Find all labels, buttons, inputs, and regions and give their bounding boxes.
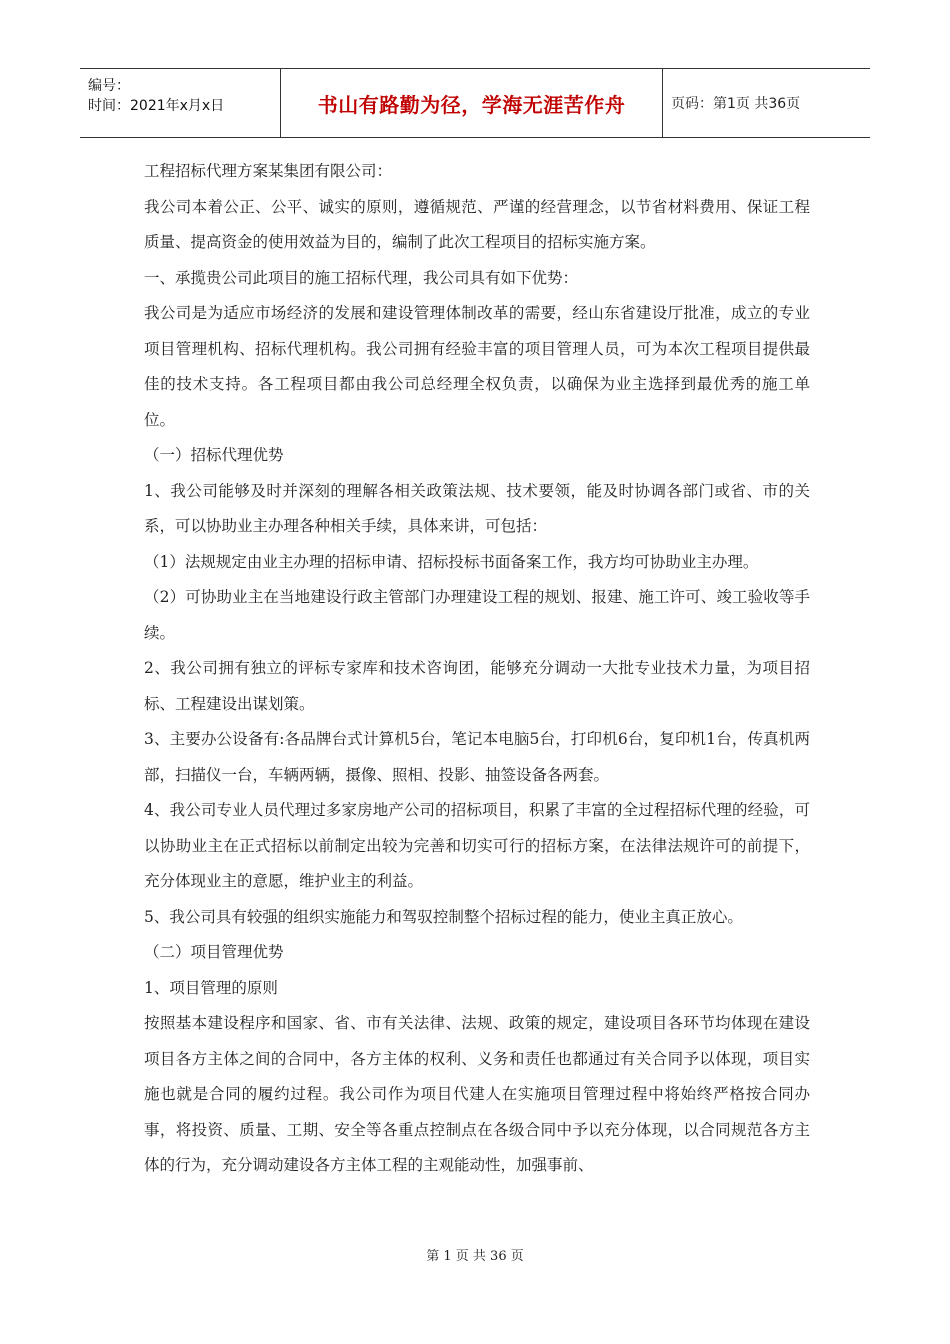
subsection-heading: （一）招标代理优势 (144, 446, 284, 464)
body-paragraph: 我公司本着公正、公平、诚实的原则，遵循规范、严谨的经营理念，以节省材料费用、保证工程质量、提高资金的使用效益为目的，编制了此次工程项目的招标实施方案。 (144, 197, 810, 251)
list-item: 1、项目管理的原则 (144, 978, 278, 997)
list-item: 3、主要办公设备有:各品牌台式计算机5台，笔记本电脑5台，打印机6台，复印机1台，传真机两部，扫描仪一台，车辆两辆，摄像、照相、投影、抽签设备各两套。 (144, 730, 810, 784)
subsection-heading: （二）项目管理优势 (144, 943, 284, 961)
body-paragraph: 按照基本建设程序和国家、省、市有关法律、法规、政策的规定，建设项目各环节均体现在建设项目各方主体之间的合同中，各方主体的权利、义务和责任也都通过有关合同予以体现，项目实施也就是合同的履约过程。我公司作为项目代建人在实施项目管理过程中将始终严格按合同办事，将投资、质量、工期、安全等各重点控制点在各级合同中予以充分体现，以合同规范各方主体的行为，充分调动建设各方主体工程的主观能动性，加强事前、 (144, 1014, 810, 1174)
header-meta (80, 69, 281, 137)
list-item: 4、我公司专业人员代理过多家房地产公司的招标项目，积累了丰富的全过程招标代理的经验，可以协助业主在正式招标以前制定出较为完善和切实可行的招标方案，在法律法规许可的前提下，充分体现业主的意愿，维护业主的利益。 (144, 801, 810, 890)
section-heading: 一、承揽贵公司此项目的施工招标代理，我公司具有如下优势： (144, 268, 579, 287)
header-motto: 书山有路勤为径，学海无涯苦作舟 (317, 92, 626, 117)
header-motto-cell (281, 69, 663, 137)
list-item: （1）法规规定由业主办理的招标申请、招标投标书面备案工作，我方均可协助业主办理。 (144, 552, 759, 571)
document-number: 编号： (88, 78, 130, 94)
body-paragraph: 我公司是为适应市场经济的发展和建设管理体制改革的需要，经山东省建设厅批准，成立的专业项目管理机构、招标代理机构。我公司拥有经验丰富的项目管理人员，可为本次工程项目提供最佳的技术支持。各工程项目都由我公司总经理全权负责，以确保为业主选择到最优秀的施工单位。 (144, 304, 810, 429)
document-date: 时间：2021年x月x日 (88, 98, 225, 114)
header-page-info: 页码：第1页 共36页 (671, 96, 801, 112)
list-item: （2）可协助业主在当地建设行政主管部门办理建设工程的规划、报建、施工许可、竣工验收等手续。 (144, 588, 810, 642)
page-footer: 第 1 页 共 36 页 (426, 1249, 524, 1264)
document-body (144, 154, 810, 1184)
list-item: 5、我公司具有较强的组织实施能力和驾驭控制整个招标过程的能力，使业主真正放心。 (144, 907, 743, 926)
body-paragraph: 工程招标代理方案某集团有限公司： (144, 162, 393, 180)
list-item: 2、我公司拥有独立的评标专家库和技术咨询团，能够充分调动一大批专业技术力量，为项目招标、工程建设出谋划策。 (144, 659, 810, 713)
list-item: 1、我公司能够及时并深刻的理解各相关政策法规、技术要领，能及时协调各部门或省、市的关系，可以协助业主办理各种相关手续，具体来讲，可包括： (144, 481, 810, 535)
page-header (80, 68, 870, 138)
